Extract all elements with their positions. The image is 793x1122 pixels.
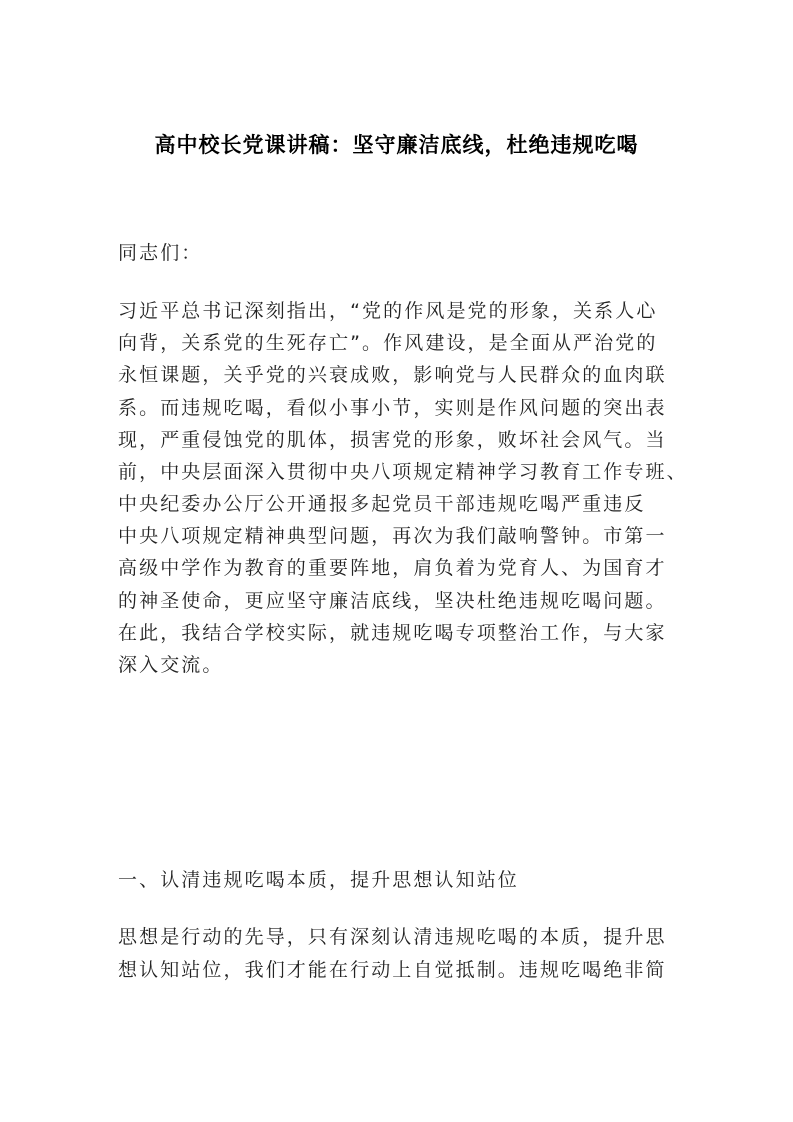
- paragraph-line: 中央纪委办公厅公开通报多起党员干部违规吃喝严重违反: [118, 493, 646, 515]
- section-heading: 一、认清违规吃喝本质，提升思想认知站位: [118, 869, 519, 891]
- paragraph-line: 高级中学作为教育的重要阵地，肩负着为党育人、为国育才: [118, 557, 667, 579]
- paragraph-line: 现，严重侵蚀党的肌体，损害党的形象，败坏社会风气。当: [118, 429, 667, 451]
- paragraph-line: 深入交流。: [118, 654, 224, 676]
- paragraph-line: 的神圣使命，更应坚守廉洁底线，坚决杜绝违规吃喝问题。: [118, 590, 667, 612]
- greeting: 同志们：: [118, 242, 203, 264]
- paragraph-line: 永恒课题，关乎党的兴衰成败，影响党与人民群众的血肉联: [118, 364, 667, 386]
- paragraph-line: 系。而违规吃喝，看似小事小节，实则是作风问题的突出表: [118, 397, 667, 419]
- document-title: 高中校长党课讲稿：坚守廉洁底线，杜绝违规吃喝: [154, 132, 639, 157]
- paragraph-line: 前，中央层面深入贯彻中央八项规定精神学习教育工作专班、: [118, 461, 688, 483]
- paragraph-line: 想认知站位，我们才能在行动上自觉抵制。违规吃喝绝非简: [118, 959, 667, 981]
- paragraph-line: 向背，关系党的生死存亡”。作风建设，是全面从严治党的: [118, 332, 658, 354]
- paragraph-line: 中央八项规定精神典型问题，再次为我们敲响警钟。市第一: [118, 525, 667, 547]
- paragraph-line: 在此，我结合学校实际，就违规吃喝专项整治工作，与大家: [118, 622, 667, 644]
- paragraph-line: 思想是行动的先导，只有深刻认清违规吃喝的本质，提升思: [118, 926, 667, 948]
- paragraph-line: 习近平总书记深刻指出，“党的作风是党的形象，关系人心: [118, 300, 658, 322]
